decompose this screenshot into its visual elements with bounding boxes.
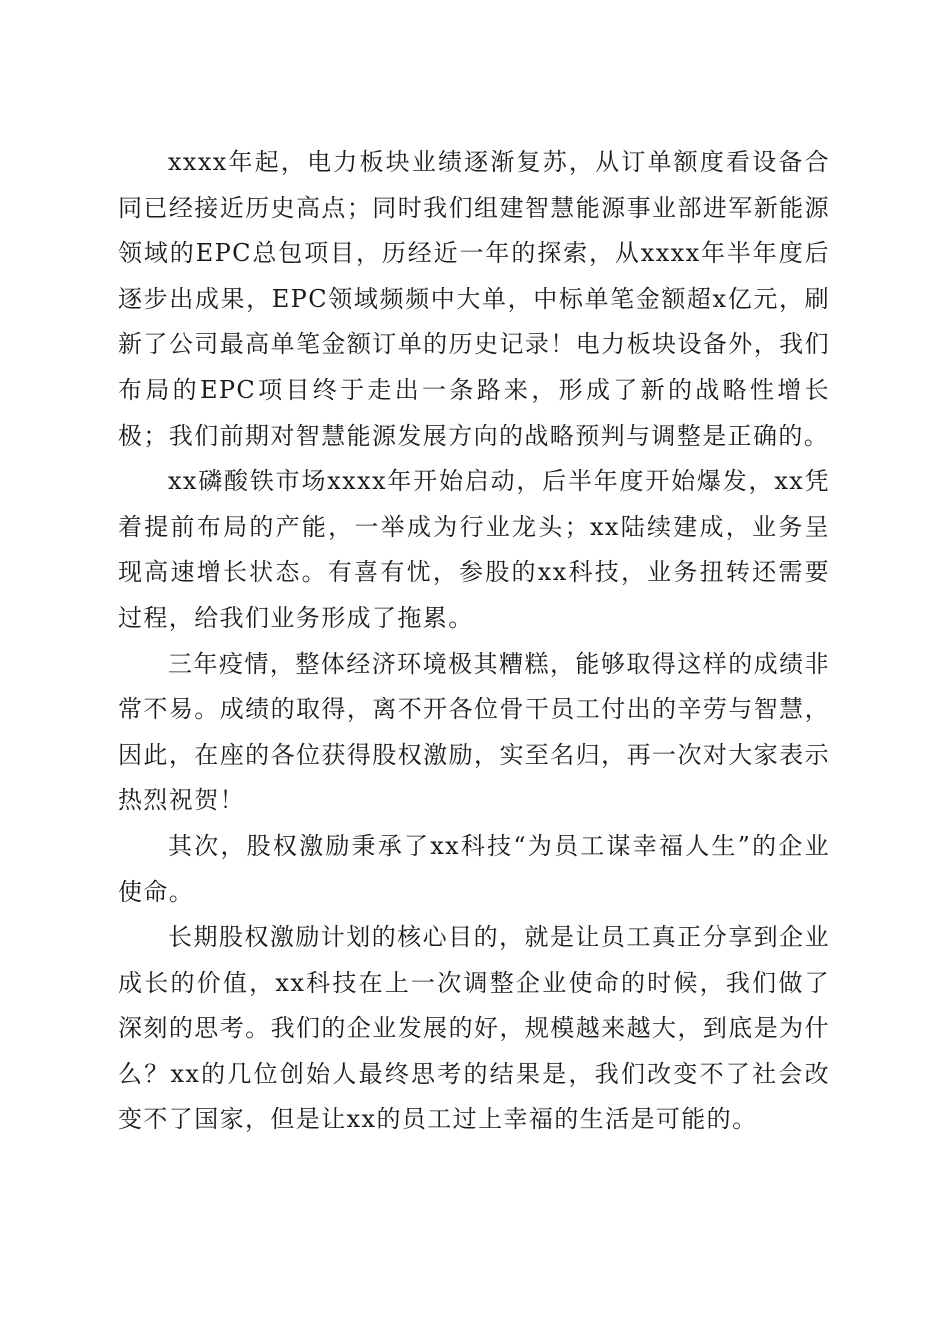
- paragraph: 三年疫情，整体经济环境极其糟糕，能够取得这样的成绩非常不易。成绩的取得，离不开各位骨干员工付出的辛劳与智慧，因此，在座的各位获得股权激励，实至名归，再一次对大家表示热烈祝贺！: [118, 649, 830, 815]
- paragraph: xxxx年起，电力板块业绩逐渐复苏，从订单额度看设备合同已经接近历史高点；同时我们组建智慧能源事业部进军新能源领域的EPC总包项目，历经近一年的探索，从xxxx年半年度后逐步出成果，EPC领域频频中大单，中标单笔金额超x亿元，刷新了公司最高单笔金额订单的历史记录！电力板块设备外，我们布局的EPC项目终于走出一条路来，形成了新的战略性增长极；我们前期对智慧能源发展方向的战略预判与调整是正确的。: [118, 148, 830, 450]
- paragraph: 长期股权激励计划的核心目的，就是让员工真正分享到企业成长的价值，xx科技在上一次调整企业使命的时候，我们做了深刻的思考。我们的企业发展的好，规模越来越大，到底是为什么？xx的几位创始人最终思考的结果是，我们改变不了社会改变不了国家，但是让xx的员工过上幸福的生活是可能的。: [118, 923, 830, 1134]
- document-body: [118, 140, 830, 1143]
- paragraph: xx磷酸铁市场xxxx年开始启动，后半年度开始爆发，xx凭着提前布局的产能，一举成为行业龙头；xx陆续建成，业务呈现高速增长状态。有喜有忧，参股的xx科技，业务扭转还需要过程，给我们业务形成了拖累。: [118, 467, 830, 632]
- paragraph: 其次，股权激励秉承了xx科技“为员工谋幸福人生”的企业使命。: [118, 831, 830, 906]
